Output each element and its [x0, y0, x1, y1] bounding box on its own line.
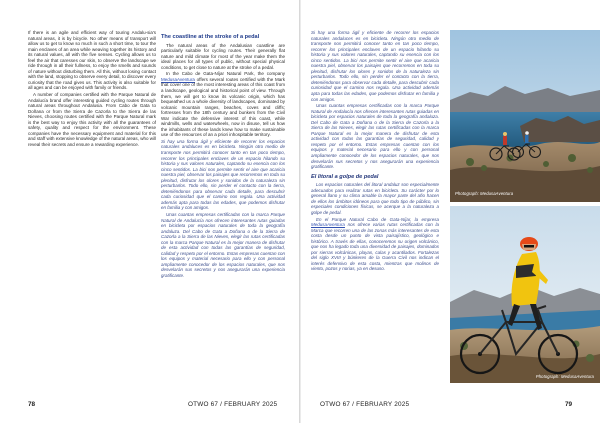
right-page-column-spanish: [311, 30, 439, 408]
coastline-photo-credit: Photograph: MedusaAventura: [455, 191, 514, 196]
body-paragraph: Si hay una forma ágil y eficiente de recorrer los espacios naturales andaluces es en bicicleta. Ningún otro medio de transporte nos permitirá conocer tanto en tan poco tiempo, recorrer los principales enclaves de un espacio hilando su historia y sus valores naturales, captando su esencia con los cinco sentidos. La bici nos permite sentir el aire que acaricia nuestra piel, observar los paisajes que recorremos en toda su plenitud, disfrutar los olores y sonidos de la naturaleza sin perturbarlos. Todo ello, sin perder el contacto con la tierra, deteniéndonos para observar cada detalle, para descubrir cada curiosidad que el camino nos regala. Una actividad además apta para todas las edades, que podemos disfrutar en familia y con amigos.: [311, 30, 439, 102]
section-heading: The coastline at the stroke of a pedal: [161, 34, 260, 40]
right-page-number: 79: [565, 401, 573, 408]
left-page-number: 78: [28, 401, 36, 408]
coastline-photo-image: [450, 30, 600, 202]
body-paragraph: Unas cuantas empresas certificadas con la marca Parque Natural de Andalucía nos ofrecen interesantes rutas guiadas en bicicleta por espacios naturales de toda la geografía andaluza. Del Cabo de Gata a Doñana o de la Sierra de Cazorla a la Sierra de las Nieves, elegir las rutas certificadas con la marca Parque Natural es la mejor manera de disfrutar de esta actividad con todas las garantías de seguridad, calidad y respeto por el entorno. Estas empresas cuentan con los equipos y material necesario para ello y con personal ampliamente conocedor de los espacios naturales, que nos desvelarán sus secretos y nos asegurarán una experiencia gratificante.: [311, 103, 439, 170]
cyclist-photo-credit: Photograph: MedusaAventura: [535, 374, 594, 379]
right-page-magazine-issue: OTWO 67 / FEBRUARY 2025: [320, 401, 410, 408]
before-text: En el Parque Natural Cabo de Gata-Níjar, la empresa: [316, 216, 439, 222]
body-paragraph: [311, 217, 439, 272]
section-heading: El litoral a golpe de pedal: [311, 173, 379, 180]
before-text: In the Cabo de Gata-Níjar Natural Park, the company: [166, 71, 285, 77]
body-paragraph: Los espacios naturales del litoral andaluz son especialmente adecuados para realizar rutas en bicicleta. Su carácter por lo general llano y su clima amable la mayor parte del año hacen de ellos los ámbitos idóneos para que todo tipo de público, sin especiales condiciones físicas, se acerque a la naturaleza a golpe de pedal.: [311, 182, 439, 215]
left-page-column-2: [161, 30, 285, 406]
coastline-photo: [450, 30, 600, 202]
company-link[interactable]: MedusaAventura: [311, 222, 345, 228]
cyclist-photo: [450, 206, 600, 383]
left-page-magazine-issue: OTWO 67 / FEBRUARY 2025: [188, 401, 278, 408]
after-text: nos ofrece varias rutas certificadas con la Marca que recorren una de las zonas más interesantes de esta costa desde un punto de vista paisajístico, geológico e histórico. A través de ellas, conoceremos su origen volcánico, que nos ha legado toda una diversidad de paisajes, dominados por sierras volcánicas, playas, calas y acantilados. Fortalezas del siglo XVIII y búnkeres de la Guerra Civil nos indican el interés defensivo de esta costa, mientras que molinos de viento, pozos y norias, ya en desuso.: [311, 222, 439, 272]
spanish-paragraph: Si hay una forma ágil y eficiente de recorrer los espacios naturales andaluces es en bicicleta. Ningún otro medio de transporte nos permitirá conocer tanto en tan poco tiempo, recorrer los principales enclaves de un espacio hilando su historia y sus valores naturales, captando su esencia con los cinco sentidos. La bici nos permite sentir el aire que acaricia nuestra piel, observar los paisajes que recorremos en toda su plenitud, disfrutar los olores y sonidos de la naturaleza sin perturbarlos. Todo ello, sin perder el contacto con la tierra, deteniéndonos para observar cada detalle, para descubrir cada curiosidad que el camino nos regala. Una actividad además apta para todas las edades, que podemos disfrutar en familia y con amigos.: [161, 138, 285, 211]
left-page-column-1: [28, 30, 156, 406]
body-paragraph: [161, 71, 285, 138]
cyclist-photo-image: [450, 206, 600, 383]
body-paragraph: A number of companies certified with the Parque Natural de Andalucía brand offer interesting guided cycling routes through natural areas throughout Andalusia. From Cabo de Gata to Doñana or from the Sierra de Cazorla to the Sierra de las Nieves, choosing routes certified with the Parque Natural mark is the best way to enjoy this activity with all the guarantees of safety, quality and respect for the environment. These companies have the necessary equipment and material for this and staff with extensive knowledge of the natural areas, who will reveal their secrets and ensure a rewarding experience.: [28, 92, 156, 147]
right-page: [301, 0, 600, 423]
company-link[interactable]: MedusaAventura: [161, 76, 195, 82]
after-text: offers several routes certified with the Mark that cover one of the most interesting areas of this coast from a landscape, geological and historical point of view. Through them, we will get to know its volcanic origin, which has bequeathed us a whole diversity of landscapes, dominated by volcanic mountain ranges, beaches, coves and cliffs; fortresses from the 18th century and bunkers from the Civil War indicate the defensive interest of this coast, while windmills, wells and waterwheels, now in disuse, tell us how the inhabitants of these lands knew how to make sustainable use of the resources of an a priori inhospitable territory.: [161, 76, 285, 138]
spanish-paragraph: Unas cuantas empresas certificadas con la marca Parque Natural de Andalucía nos ofrecen interesantes rutas guiadas en bicicleta por espacios naturales de toda la geografía andaluza. Del Cabo de Gata a Doñana o de la Sierra de Cazorla a la Sierra de las Nieves, elegir las rutas certificadas con la marca Parque Natural es la mejor manera de disfrutar de esta actividad con todas las garantías de seguridad, calidad y respeto por el entorno. Estas empresas cuentan con los equipos y material necesario para ello y con personal ampliamente conocedor de los espacios naturales, que nos desvelarán sus secretos y nos asegurarán una experiencia gratificante.: [161, 212, 285, 279]
left-page: [0, 0, 299, 423]
body-paragraph: If there is an agile and efficient way of touring Andalu-sia's natural areas, it is by bicycle. No other means of transport will allow us to get to know so much in such a short time, to tour the main enclaves of an area while weaving together its history and its natural values, all with the five senses. Cycling allows us to feel the air that caresses our skin, to observe the landscape we ride through in all their fullness, to enjoy the smells and sounds of nature without disturbing them. All this, without losing contact with the land, stopping to observe every detail, to discover every curiosity that the road gives us. This activity is also suitable for all ages and can be enjoyed with family or friends.: [28, 30, 156, 91]
body-paragraph: The natural areas of the Andalusian coastline are particularly suitable for cycling routes. Their generally flat nature and mild climate for most of the year make them the ideal places for all types of public, without special physical conditions, to get close to nature at the stroke of a pedal.: [161, 42, 285, 70]
